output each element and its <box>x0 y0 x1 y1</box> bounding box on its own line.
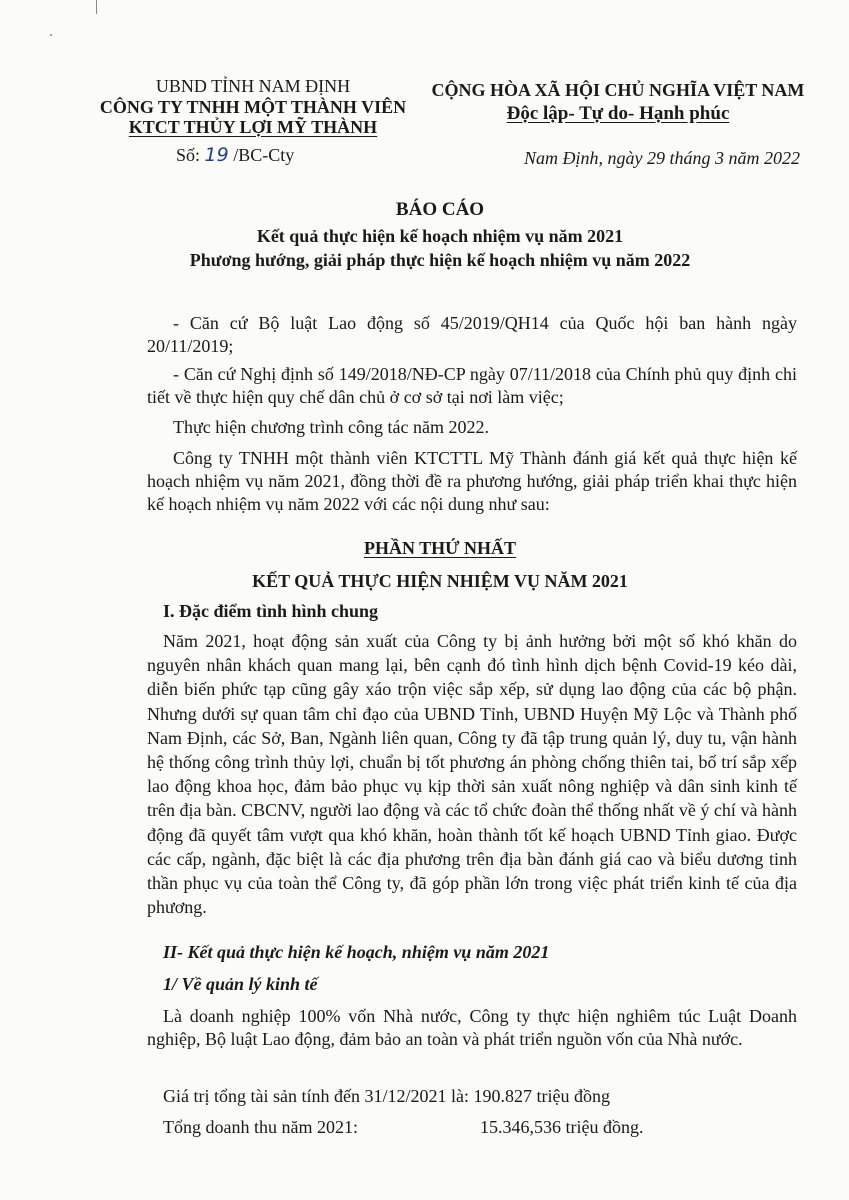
scan-mark-top <box>96 0 97 14</box>
paragraph-intro: Công ty TNHH một thành viên KTCTTL Mỹ Thành đánh giá kết quả thực hiện kế hoạch nhiệm vụ năm 2021, đồng thời đề ra phương hướng, giải pháp triển khai thực hiện kế hoạch nhiệm vụ năm 2022 với các nội dung như sau: <box>147 448 797 514</box>
report-title-main: BÁO CÁO <box>395 199 485 220</box>
paragraph-legal-basis-2: - Căn cứ Nghị định số 149/2018/NĐ-CP ngày 07/11/2018 của Chính phủ quy định chi tiết về thực hiện quy chế dân chủ ở cơ sở tại nơi làm việc; <box>147 364 797 407</box>
issuer-company-line2: KTCT THỦY LỢI MỸ THÀNH <box>128 117 378 137</box>
part-one-heading: PHẦN THỨ NHẤT <box>363 538 516 558</box>
section-1-heading: I. Đặc điểm tình hình chung <box>163 601 379 621</box>
report-title <box>120 198 760 272</box>
section-2-sub1-heading: 1/ Về quản lý kinh tế <box>163 974 318 994</box>
document-date: Nam Định, ngày 29 tháng 3 năm 2022 <box>524 148 800 168</box>
revenue-label: Tổng doanh thu năm 2021: <box>163 1117 358 1137</box>
paragraph-program: Thực hiện chương trình công tác năm 2022. <box>173 417 489 437</box>
revenue-value: 15.346,536 triệu đồng. <box>480 1117 644 1137</box>
paragraph-legal-basis-1: - Căn cứ Bộ luật Lao động số 45/2019/QH14 của Quốc hội ban hành ngày 20/11/2019; <box>147 313 797 356</box>
issuer-province: UBND TỈNH NAM ĐỊNH <box>155 76 351 96</box>
section-2-body: Là doanh nghiệp 100% vốn Nhà nước, Công ty thực hiện nghiêm túc Luật Doanh nghiệp, Bộ luật Lao động, đảm bảo an toàn và phát triển nguồn vốn của Nhà nước. <box>147 1006 797 1049</box>
document-number <box>176 144 294 166</box>
part-one-title: KẾT QUẢ THỰC HIỆN NHIỆM VỤ NĂM 2021 <box>252 571 628 591</box>
document-number-handwritten: 19 <box>204 144 229 166</box>
report-title-sub2: Phương hướng, giải pháp thực hiện kế hoạch nhiệm vụ năm 2022 <box>189 250 691 270</box>
national-header <box>418 80 818 124</box>
document-number-prefix: Số: <box>176 145 201 165</box>
total-assets-line: Giá trị tổng tài sản tính đến 31/12/2021 là: 190.827 triệu đồng <box>163 1086 610 1106</box>
section-1-body: Năm 2021, hoạt động sản xuất của Công ty bị ảnh hưởng bởi một số khó khăn do nguyên nhân khách quan mang lại, bên cạnh đó tình hình dịch bệnh Covid-19 kéo dài, diễn biến phức tạp cũng gây xáo trộn việc sắp xếp, sử dụng lao động của các bộ phận. Nhưng dưới sự quan tâm chỉ đạo của UBND Tỉnh, UBND Huyện Mỹ Lộc và Thành phố Nam Định, các Sở, Ban, Ngành liên quan, Công ty đã tập trung quản lý, duy tu, vận hành hệ thống công trình thủy lợi, chuẩn bị tốt phương án phòng chống thiên tai, bố trí sắp xếp lao động khoa học, đảm bảo phục vụ kịp thời sản xuất nông nghiệp và dân sinh kinh tế trên địa bàn. CBCNV, người lao động và các tổ chức đoàn thể thống nhất về ý chí và hành động đã quyết tâm vượt qua khó khăn, hoàn thành tốt kế hoạch UBND Tỉnh giao. Được các cấp, ngành, đặc biệt là các địa phương trên địa bàn đánh giá cao và biểu dương tinh thần phục vụ của toàn thể Công ty, đã góp phần lớn trong việc phát triển kinh tế của địa phương. <box>147 631 797 918</box>
scan-mark-dot <box>50 34 52 36</box>
national-name: CỘNG HÒA XÃ HỘI CHỦ NGHĨA VIỆT NAM <box>431 80 805 100</box>
issuer-company-line1: CÔNG TY TNHH MỘT THÀNH VIÊN <box>99 97 407 117</box>
national-motto: Độc lập- Tự do- Hạnh phúc <box>506 103 730 124</box>
report-title-sub1: Kết quả thực hiện kế hoạch nhiệm vụ năm 2021 <box>256 226 624 246</box>
document-number-suffix: /BC-Cty <box>233 145 295 165</box>
issuer-header <box>92 77 414 137</box>
section-2-heading: II- Kết quả thực hiện kế hoạch, nhiệm vụ năm 2021 <box>163 942 550 962</box>
